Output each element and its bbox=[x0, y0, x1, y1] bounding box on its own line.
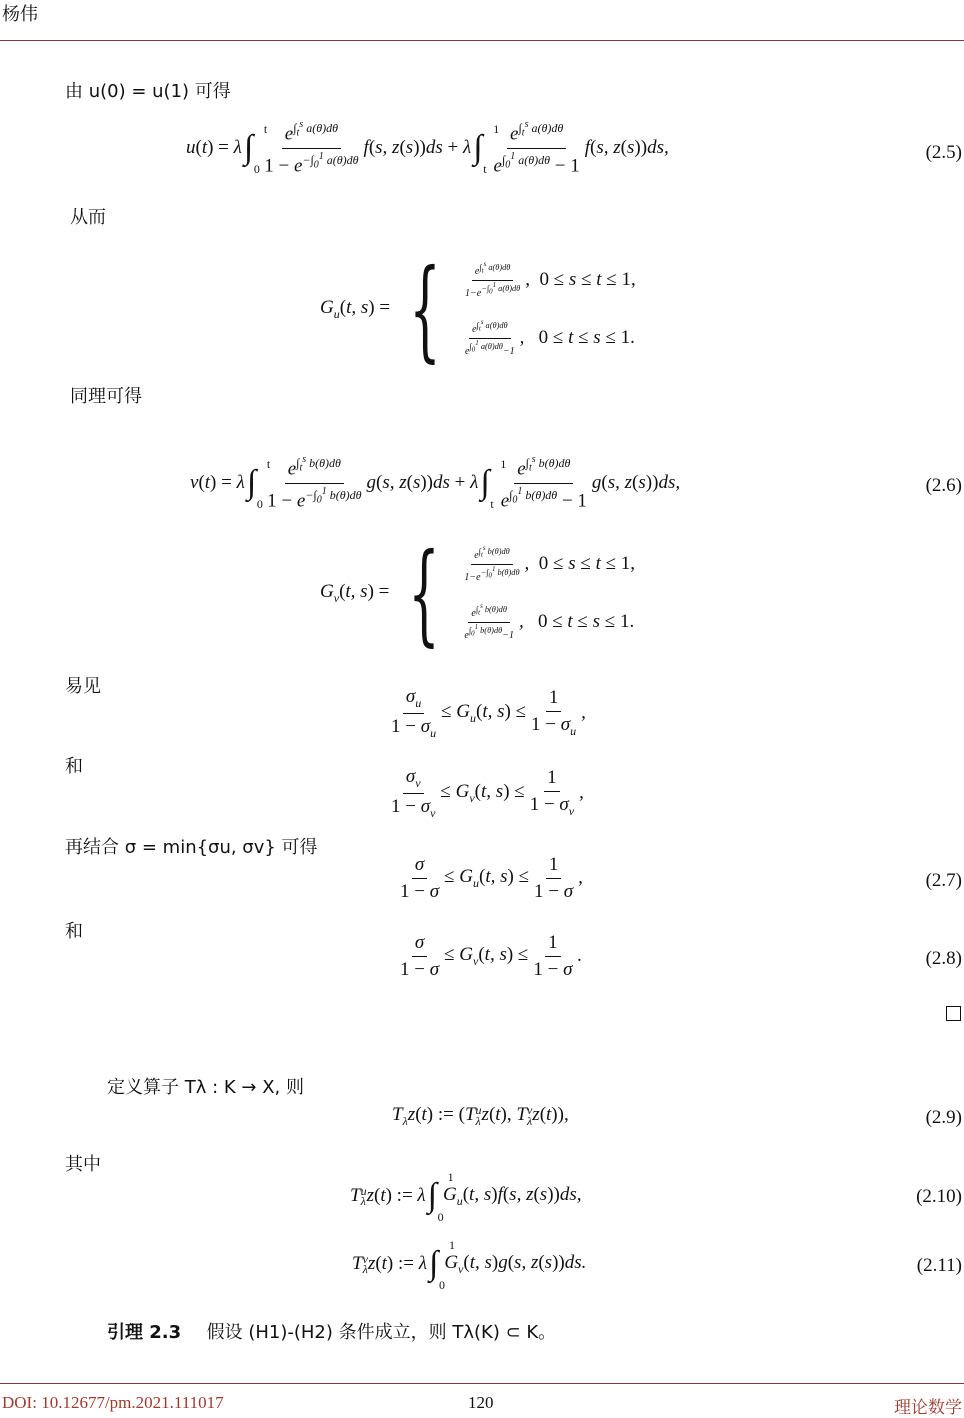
equation-number-2-11: (2.11) bbox=[916, 1255, 962, 1276]
paragraph-define-operator: 定义算子 Tλ : K → X, 则 bbox=[107, 1077, 304, 1098]
footer-journal-name[interactable]: 理论数学 bbox=[894, 1398, 962, 1417]
footer-doi-link[interactable]: DOI: 10.12677/pm.2021.111017 bbox=[2, 1393, 224, 1412]
paragraph-where: 其中 bbox=[65, 1154, 101, 1175]
lemma-statement: 假设 (H1)-(H2) 条件成立，则 Tλ(K) ⊂ K。 bbox=[206, 1322, 557, 1343]
equation-number-2-7: (2.7) bbox=[925, 870, 962, 891]
equation-2-11: T v λ z(t) := λ ∫ 1 0 $G_v(t$, s)g(s, z(s))ds. bbox=[352, 1238, 587, 1292]
equation-2-10: T u λ z(t) := λ ∫ 1 0 $G_u(t$, s)f(s, z(s))ds, bbox=[350, 1170, 582, 1224]
green-function-gu: $G_u(t$, s) = { $\frac{e^{\int_t^s a(\theta)d\theta}}{1-e^{-\int_0^1 a(\theta)d\theta}}$ , 0 ≤ s ≤ t ≤ 1, $\frac{e^{\int_t^s a(\theta)d\theta}}{e^{\int_0^1 a(\theta)d\theta}-1}$ , 0 ≤ t ≤ s ≤ 1. bbox=[320, 245, 636, 373]
paragraph-easy-to-see: 易见 bbox=[65, 676, 101, 697]
equation-number-2-8: (2.8) bbox=[925, 948, 962, 969]
paragraph-combine: 再结合 σ = min{σu, σv} 可得 bbox=[65, 837, 318, 858]
paragraph-and-1: 和 bbox=[65, 756, 83, 777]
equation-2-6: v(t) = λ ∫ t 0 $\frac{e^{\int_t^s b(\theta)d\theta}}{1 - e^{-\int_0^1 b(\theta)d\theta}}$ g(s, z(s))ds + λ ∫ 1 t $\frac{e^{\int_t^s b(\theta)d\theta}}{e^{\int_0^1 b(\theta)d\theta} - 1}$ g(s, z(s))ds, bbox=[190, 454, 681, 511]
lemma-2-3 bbox=[107, 1318, 556, 1344]
lemma-label: 引理 2.3 bbox=[107, 1322, 182, 1343]
equation-number-2-9: (2.9) bbox=[925, 1107, 962, 1128]
equation-2-7: $\frac{\sigma}{1 - \sigma}$ ≤ $G_u(t$, s) ≤ $\frac{1}{1 - \sigma}$ , bbox=[400, 853, 583, 902]
paragraph-thus: 从而 bbox=[70, 207, 106, 228]
inequality-gu: $\frac{\sigma_u}{1 - \sigma_u}$ ≤ $G_u(t$, s) ≤ $\frac{1}{1 - \sigma_u}$ , bbox=[391, 685, 586, 740]
qed-square-icon bbox=[946, 1006, 961, 1021]
footer-page-number: 120 bbox=[468, 1393, 494, 1412]
paragraph-intro: 由 u(0) = u(1) 可得 bbox=[65, 81, 231, 102]
green-function-gv: $G_v(t$, s) = { $\frac{e^{\int_t^s b(\theta)d\theta}}{1-e^{-\int_0^1 b(\theta)d\theta}}$ , 0 ≤ s ≤ t ≤ 1, $\frac{e^{\int_t^s b(\theta)d\theta}}{e^{\int_0^1 b(\theta)d\theta}-1}$ , 0 ≤ t ≤ s ≤ 1. bbox=[320, 529, 636, 657]
equation-2-8: $\frac{\sigma}{1 - \sigma}$ ≤ $G_v(t$, s) ≤ $\frac{1}{1 - \sigma}$ . bbox=[400, 931, 583, 980]
paragraph-and-2: 和 bbox=[65, 921, 83, 942]
equation-number-2-6: (2.6) bbox=[925, 475, 962, 496]
header-rule bbox=[0, 40, 964, 41]
running-header-author: 杨伟 bbox=[2, 4, 38, 25]
equation-number-2-5: (2.5) bbox=[925, 142, 962, 163]
paragraph-similarly: 同理可得 bbox=[70, 386, 142, 407]
footer-rule bbox=[0, 1383, 964, 1384]
equation-2-9: $T_\lambda z(t)$ := (T u λ z(t), T v λ z(t)), bbox=[392, 1102, 569, 1128]
equation-2-5: u(t) = λ ∫ t 0 $\frac{e^{\int_t^s a(\theta)d\theta}}{1 - e^{-\int_0^1 a(\theta)d\theta}}$ f(s, z(s))ds + λ ∫ 1 t $\frac{e^{\int_t^s a(\theta)d\theta}}{e^{\int_0^1 a(\theta)d\theta} - 1}$ f(s, z(s))ds, bbox=[186, 119, 669, 176]
equation-number-2-10: (2.10) bbox=[916, 1186, 962, 1207]
inequality-gv: $\frac{\sigma_v}{1 - \sigma_v}$ ≤ $G_v(t$, s) ≤ $\frac{1}{1 - \sigma_v}$ , bbox=[391, 765, 584, 820]
